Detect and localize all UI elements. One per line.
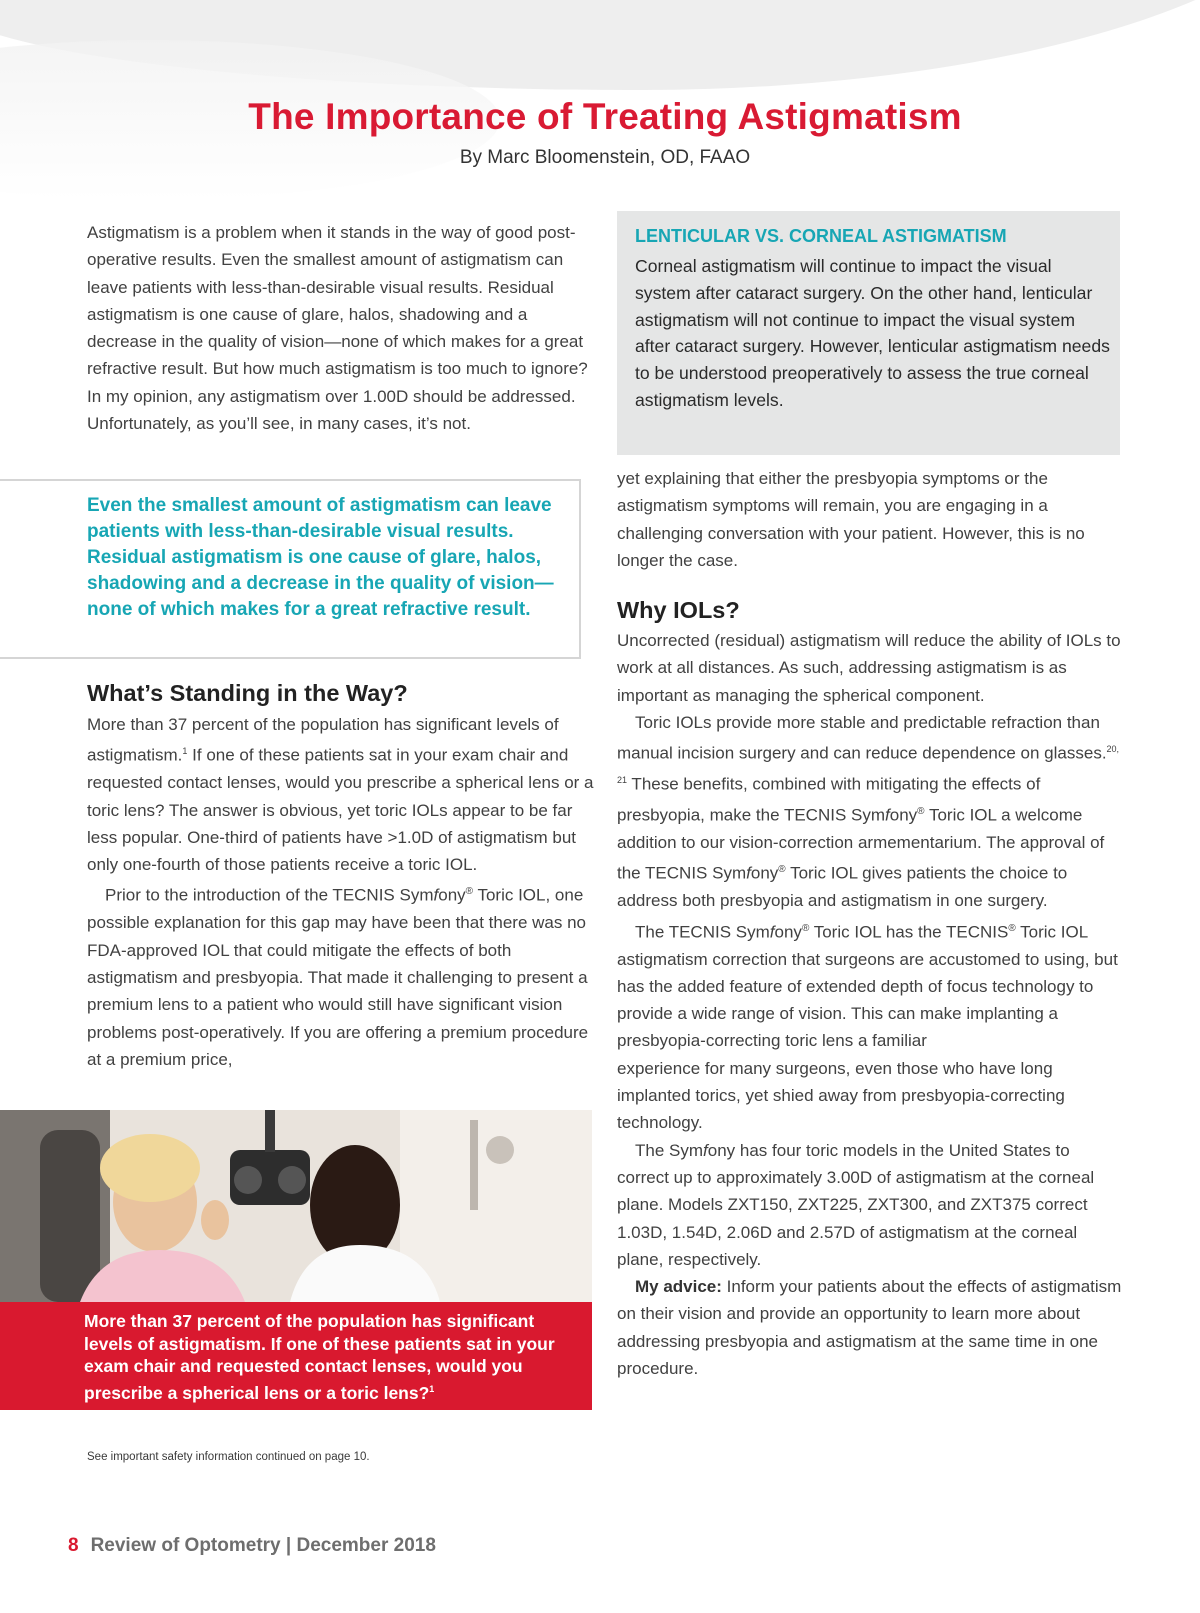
article-title: The Importance of Treating Astigmatism xyxy=(248,96,962,137)
intro-paragraph xyxy=(87,219,595,437)
paragraph: yet explaining that either the presbyopia symptoms or the astigmatism symptoms will remain, you are engaging in a challenging conversation with your patient. However, this is no longer the case. xyxy=(617,469,1085,570)
paragraph: The Symfony has four toric models in the United States to correct up to approximately 3.00D of astigmatism at the corneal plane. Models ZXT150, ZXT225, ZXT300, and ZXT375 correct 1.03D, 1.54D, 2.06D and 2.57D of astigmatism at the corneal plane, respectively. xyxy=(617,1140,1095,1269)
photo-patient-exam xyxy=(0,1110,592,1302)
publication-name: Review of Optometry | December 2018 xyxy=(90,1535,436,1556)
section-body-why-iols xyxy=(617,627,1122,1382)
section-heading-standing: What’s Standing in the Way? xyxy=(87,680,408,706)
paragraph: Prior to the introduction of the TECNIS Symfony® Toric IOL, one possible explanation for this gap may have been that there was no FDA-approved IOL that could mitigate the effects of both astigmatism and presbyopia. That made it challenging to present a premium lens to a patient who would still have significant vision problems post-operatively. If you are offering a premium procedure at a premium price, xyxy=(87,886,589,1069)
photo-illustration xyxy=(0,1110,592,1302)
photo-caption: More than 37 percent of the population has significant levels of astigmatism. If one of these patients sat in your exam chair and requested contact lenses, would you prescribe a spherical lens or a toric lens?$^1$ xyxy=(84,1311,555,1403)
pullquote: Even the smallest amount of astigmatism can leave patients with less-than-desirable visual results. Residual astigmatism is one cause of glare, halos, shadowing and a decrease in the quality of vision—none of which makes for a great refractive result. xyxy=(87,495,554,620)
intro-text: Astigmatism is a problem when it stands in the way of good post-operative results. Even the smallest amount of astigmatism can leave patients with less-than-desirable visual results. Residual astigmatism is one cause of glare, halos, shadowing and a decrease in the quality of vision—none of which makes for a great refractive result. But how much astigmatism is too much to ignore? In my opinion, any astigmatism over 1.00D should be addressed. Unfortunately, as you’ll see, in many cases, it’s not. xyxy=(87,223,588,434)
paragraph: experience for many surgeons, even those who have long implanted torics, yet shied away from presbyopia-correcting technology. xyxy=(617,1058,1065,1133)
paragraph: Uncorrected (residual) astigmatism will reduce the ability of IOLs to work at all distances. As such, addressing astigmatism is as important as managing the spherical component. xyxy=(617,631,1121,705)
paragraph: More than 37 percent of the population has significant levels of astigmatism.$^1$ If one of these patients sat in your exam chair and requested contact lenses, would you prescribe a spherical lens or a toric lens? The answer is obvious, yet toric IOLs appear to be far less popular. One-third of patients have >1.0D of astigmatism but only one-fourth of those patients receive a toric IOL. xyxy=(87,715,594,875)
sidebar-body: Corneal astigmatism will continue to impact the visual system after cataract surgery. On the other hand, lenticular astigmatism will not continue to impact the visual system after cataract surgery. However, lenticular astigmatism needs to be understood preoperatively to assess the true corneal astigmatism levels. xyxy=(635,256,1110,410)
page-footer xyxy=(68,1535,436,1557)
paragraph: Toric IOLs provide more stable and predictable refraction than manual incision surgery and can reduce dependence on glasses.$^{20, 21}$ These benefits, combined with mitigating the effects of presbyopia, make the TECNIS Symfony® Toric IOL a welcome addition to our vision-correction armementarium. The approval of the TECNIS Symfony® Toric IOL gives patients the choice to address both presbyopia and astigmatism in one surgery. xyxy=(617,712,1120,911)
paragraph: My advice: Inform your patients about the effects of astigmatism on their vision and provide an opportunity to learn more about addressing presbyopia and astigmatism at the same time in one procedure. xyxy=(617,1277,1122,1378)
safety-footnote: See important safety information continued on page 10. xyxy=(87,1451,370,1463)
section-heading-why-iols: Why IOLs? xyxy=(617,597,740,623)
section-body-standing xyxy=(87,711,597,1073)
byline: By Marc Bloomenstein, OD, FAAO xyxy=(459,147,751,168)
page-number: 8 xyxy=(68,1535,79,1556)
continued-paragraph xyxy=(617,465,1117,574)
paragraph: The TECNIS Symfony® Toric IOL has the TECNIS® Toric IOL astigmatism correction that surgeons are accustomed to using, but has the added feature of extended depth of focus technology to provide a wide range of vision. This can make implanting a presbyopia-correcting toric lens a familiar xyxy=(617,922,1118,1051)
sidebar-title: LENTICULAR VS. CORNEAL ASTIGMATISM xyxy=(635,226,1007,246)
